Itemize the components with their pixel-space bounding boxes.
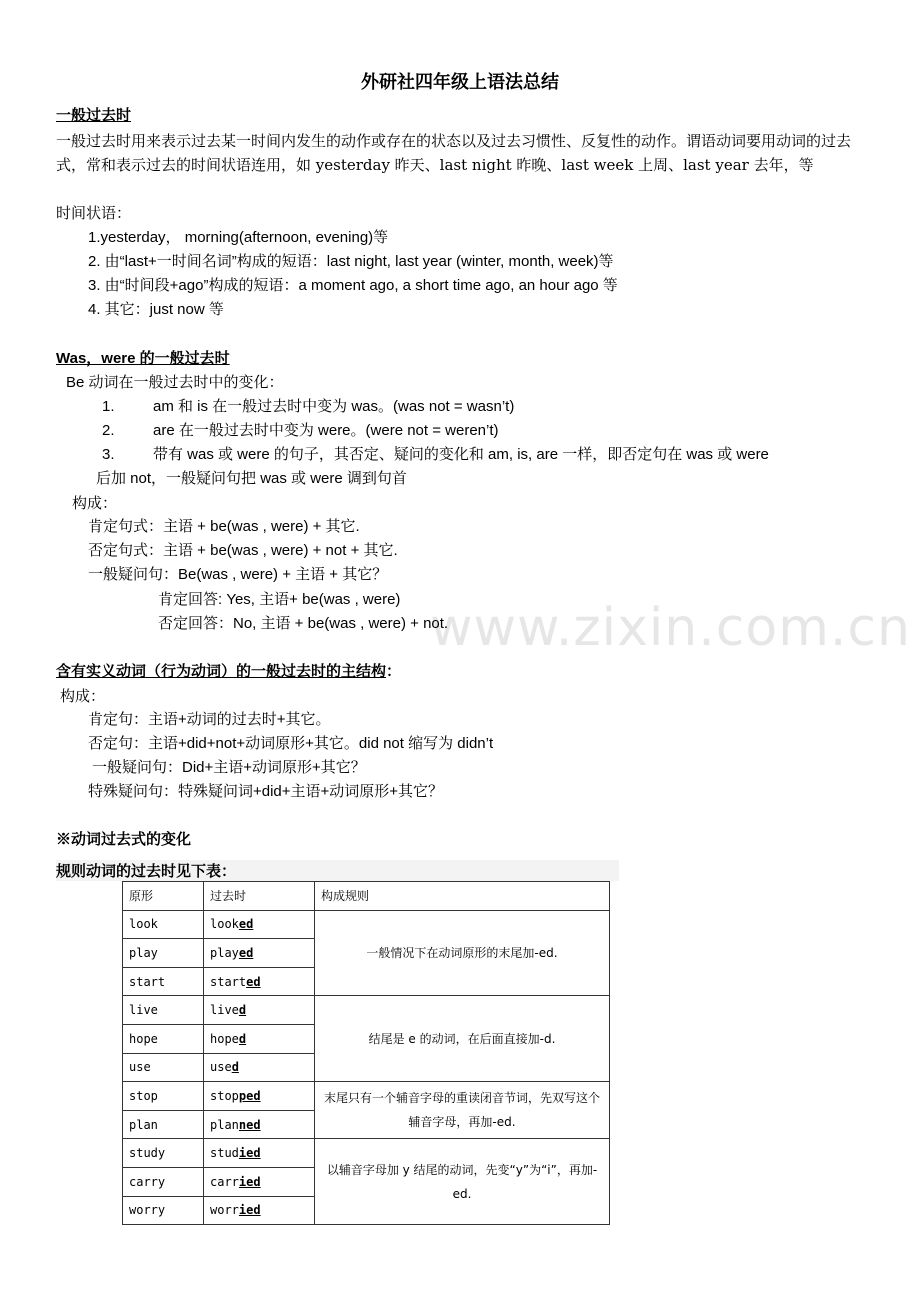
- special-question: 特殊疑问句：特殊疑问词+did+主语+动词原形+其它？: [88, 783, 444, 800]
- base-form: stop: [123, 1082, 204, 1111]
- answer-yes: 肯定回答: Yes, 主语+ be(was , were): [158, 591, 401, 608]
- section-heading-was-were: Was，were 的一般过去时: [56, 350, 230, 367]
- header-base: 原形: [123, 882, 204, 911]
- section-heading-text: 含有实义动词（行为动词）的一般过去时的主结构: [56, 662, 387, 680]
- structure-label: 构成：: [72, 494, 118, 512]
- affirmative-sentence: 肯定句：主语+动词的过去时+其它。: [88, 711, 331, 728]
- rule-number: 3.: [102, 446, 115, 463]
- suffix: ned: [238, 1117, 261, 1132]
- suffix: ed: [246, 974, 261, 989]
- suffix: ped: [238, 1088, 261, 1103]
- rule-cell: 结尾是 e 的动词，在后面直接加-d.: [315, 996, 610, 1082]
- suffix: d: [231, 1060, 239, 1075]
- past-form: used: [204, 1053, 315, 1082]
- table-caption: 规则动词的过去时见下表：: [56, 862, 237, 880]
- header-past: 过去时: [204, 882, 315, 911]
- suffix: ied: [238, 1146, 261, 1161]
- adverbials-label: 时间状语：: [56, 204, 132, 222]
- suffix: ed: [238, 945, 254, 960]
- past-form: looked: [204, 910, 315, 939]
- table-row: [123, 1139, 610, 1168]
- past-form: worried: [204, 1196, 315, 1225]
- list-item: 2. 由“last+一时间名词”构成的短语：last night, last year (winter, month, week)等: [88, 253, 614, 270]
- base-form: live: [123, 996, 204, 1025]
- rule-text: am 和 is 在一般过去时中变为 was。(was not = wasn’t): [153, 398, 515, 415]
- rule-number: 2.: [102, 422, 115, 439]
- list-item: 4. 其它：just now 等: [88, 301, 224, 318]
- base-form: play: [123, 939, 204, 968]
- rule-text: 带有 was 或 were 的句子，其否定、疑问的变化和 am, is, are 一样，即否定句在 was 或 were: [153, 446, 769, 463]
- past-form: stopped: [204, 1082, 315, 1111]
- section-heading-action-verbs: [56, 660, 401, 681]
- table-row: [123, 996, 610, 1025]
- suffix: ed: [238, 917, 254, 932]
- base-form: worry: [123, 1196, 204, 1225]
- regular-verbs-table: [122, 881, 610, 1225]
- list-item: 3. 由“时间段+ago”构成的短语：a moment ago, a short time ago, an hour ago 等: [88, 277, 618, 294]
- answer-no: 否定回答：No, 主语 + be(was , were) + not.: [158, 615, 449, 632]
- base-form: use: [123, 1053, 204, 1082]
- header-rule: 构成规则: [315, 882, 610, 911]
- negative-form: 否定句式：主语 + be(was , were) + not + 其它.: [88, 542, 398, 559]
- suffix: ied: [238, 1203, 261, 1218]
- rule-number: 1.: [102, 398, 115, 415]
- section-heading-verb-changes: ※动词过去式的变化: [56, 830, 192, 848]
- rule-cell: 以辅音字母加 y 结尾的动词，先变“y”为“i”，再加-ed.: [315, 1139, 610, 1225]
- section-heading-simple-past: 一般过去时: [56, 106, 132, 124]
- be-intro: Be 动词在一般过去时中的变化：: [66, 374, 284, 391]
- base-form: hope: [123, 1024, 204, 1053]
- table-row: [123, 910, 610, 939]
- negative-sentence: 否定句：主语+did+not+动词原形+其它。did not 缩写为 didn’t: [88, 735, 494, 752]
- watermark: www.zixin.com.cn: [430, 598, 911, 658]
- table-row: [123, 1082, 610, 1111]
- section-paragraph: 一般过去时用来表示过去某一时间内发生的动作或存在的状态以及过去习惯性、反复性的动作。谓语动词要用动词的过去式，常和表示过去的时间状语连用，如 yesterday 昨天、last night 昨晚、last week 上周、last year 去年，等: [56, 132, 852, 174]
- base-form: plan: [123, 1110, 204, 1139]
- general-question: 一般疑问句：Did+主语+动词原形+其它？: [92, 759, 366, 776]
- past-form: played: [204, 939, 315, 968]
- rule-cell: 末尾只有一个辅音字母的重读闭音节词，先双写这个辅音字母，再加-ed.: [315, 1082, 610, 1139]
- rule-text: are 在一般过去时中变为 were。(were not = weren’t): [153, 422, 499, 439]
- base-form: study: [123, 1139, 204, 1168]
- past-form: studied: [204, 1139, 315, 1168]
- suffix: ied: [238, 1174, 261, 1189]
- rule-text-continued: 后加 not，一般疑问句把 was 或 were 调到句首: [96, 470, 407, 487]
- base-form: start: [123, 967, 204, 996]
- past-form: planned: [204, 1110, 315, 1139]
- past-form: hoped: [204, 1024, 315, 1053]
- base-form: carry: [123, 1167, 204, 1196]
- past-form: carried: [204, 1167, 315, 1196]
- list-item: 1.yesterday， morning(afternoon, evening)等: [88, 229, 389, 246]
- past-form: started: [204, 967, 315, 996]
- past-form: lived: [204, 996, 315, 1025]
- suffix: d: [238, 1003, 247, 1018]
- page-title: 外研社四年级上语法总结: [361, 72, 559, 93]
- structure-label: 构成：: [60, 687, 106, 705]
- question-form: 一般疑问句：Be(was , were) + 主语 + 其它？: [88, 566, 388, 583]
- affirmative-form: 肯定句式：主语 + be(was , were) + 其它.: [88, 518, 360, 535]
- heading-colon: ：: [386, 662, 402, 680]
- table-header-row: [123, 882, 610, 911]
- suffix: d: [238, 1031, 247, 1046]
- base-form: look: [123, 910, 204, 939]
- rule-cell: 一般情况下在动词原形的末尾加-ed.: [315, 910, 610, 996]
